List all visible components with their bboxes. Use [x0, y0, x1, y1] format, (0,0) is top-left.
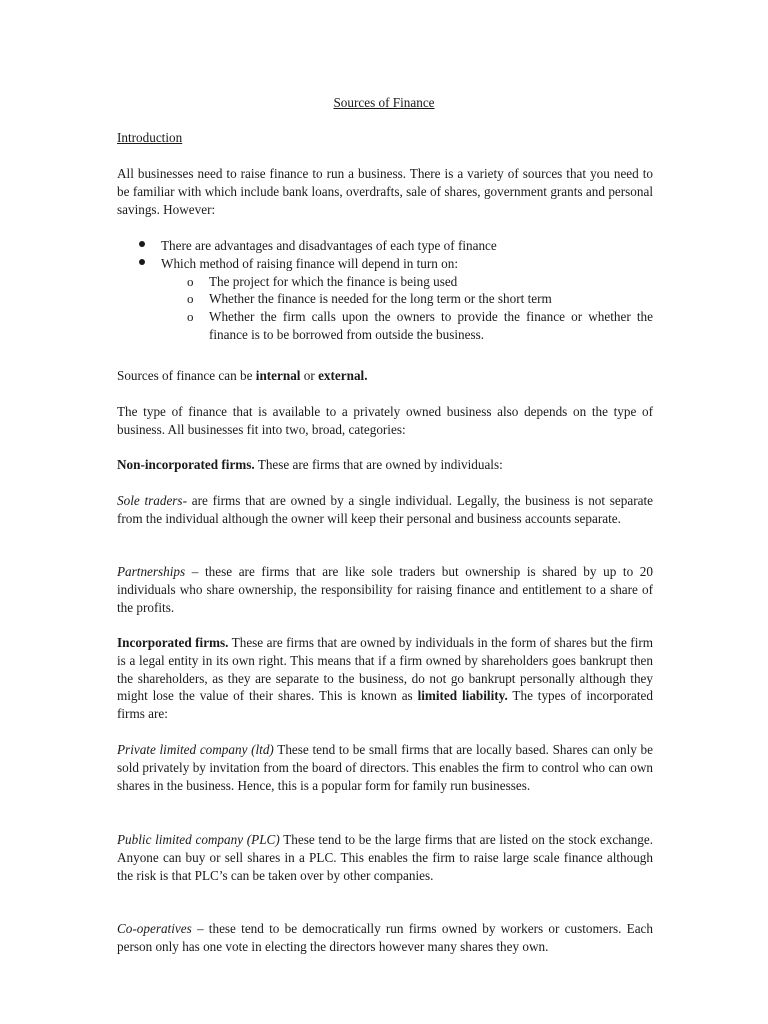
- intro-paragraph: All businesses need to raise finance to run a business. There is a variety of sources that you need to be familiar with which include bank loans, overdrafts, sale of shares, government grants and personal savings. However:: [117, 166, 653, 217]
- bullet-dot-icon: [139, 259, 145, 265]
- limited-liability-term: limited liability.: [417, 688, 508, 704]
- partnerships-text: – these are firms that are like sole traders but ownership is shared by up to 20 individuals who share ownership, the responsibility for raising finance and entitlement to a share of the profits.: [117, 564, 653, 615]
- introduction-heading: Introduction: [117, 130, 183, 145]
- bullet-list: [117, 237, 653, 344]
- business-type-paragraph: The type of finance that is available to a privately owned business also depends on the type of business. All businesses fit into two, broad, categories:: [117, 404, 653, 437]
- incorporated-paragraph: [117, 634, 653, 723]
- non-incorporated-heading: Non-incorporated firms.: [117, 457, 255, 472]
- external-term: external.: [318, 368, 368, 383]
- sources-line-text: Sources of finance can be: [117, 368, 256, 383]
- non-incorporated-line: [117, 456, 653, 474]
- private-limited-term: Private limited company (ltd): [117, 742, 274, 757]
- sources-line: [117, 367, 653, 385]
- private-limited-paragraph: [117, 741, 653, 794]
- bullet-text: There are advantages and disadvantages of each type of finance: [161, 238, 497, 253]
- sub-bullet-text: Whether the firm calls upon the owners to provide the finance or whether the finance is to be borrowed from outside the business.: [209, 309, 653, 342]
- sources-line-or: or: [300, 368, 319, 383]
- internal-term: internal: [255, 368, 301, 383]
- sub-bullet-item: [117, 290, 653, 308]
- document-title: Sources of Finance: [333, 95, 435, 110]
- public-limited-term: Public limited company (PLC): [117, 832, 280, 847]
- sub-bullet-item: [117, 308, 653, 344]
- sub-bullet-text: The project for which the finance is being used: [209, 273, 458, 289]
- bullet-dot-icon: [139, 241, 145, 247]
- partnerships-paragraph: [117, 563, 653, 616]
- sole-traders-text: - are firms that are owned by a single individual. Legally, the business is not separate from the individual although the owner will keep their personal and business accounts separate.: [117, 493, 653, 526]
- public-limited-text: These tend to be the large firms that are listed on the stock exchange. Anyone can buy or sell shares in a PLC. This enables the firm to raise large scale finance although the risk is that PLC’s can be taken over by other companies.: [117, 832, 654, 883]
- incorporated-text-end: The types of incorporated firms are:: [117, 688, 654, 722]
- bullet-item: [117, 255, 653, 273]
- non-incorporated-text: These are firms that are owned by individuals:: [254, 457, 503, 472]
- sub-bullet-text: Whether the finance is needed for the long term or the short term: [209, 291, 552, 307]
- cooperatives-text: – these tend to be democratically run firms owned by workers or customers. Each person only has one vote in electing the directors however many shares they own.: [117, 921, 653, 954]
- sole-traders-paragraph: [117, 492, 653, 528]
- bullet-text: Which method of raising finance will depend in turn on:: [161, 255, 459, 271]
- partnerships-term: Partnerships: [117, 564, 186, 579]
- cooperatives-term: Co-operatives: [117, 921, 192, 936]
- private-limited-text: These tend to be small firms that are locally based. Shares can only be sold privately by invitation from the board of directors. This enables the firm to control who can own shares in the business. Hence, this is a popular form for family run businesses.: [117, 742, 653, 793]
- sub-bullet-item: [117, 273, 653, 291]
- sub-bullet-circle-icon: o: [187, 309, 194, 325]
- bullet-item: [117, 237, 653, 255]
- sub-bullet-circle-icon: o: [187, 291, 194, 307]
- sub-bullet-circle-icon: o: [187, 273, 194, 289]
- incorporated-text: These are firms that are owned by individuals in the form of shares but the firm is a legal entity in its own right. This means that if a firm owned by shareholders goes bankrupt then the shareholders, as they are separate to the business, do not go bankrupt personally although they might lose the value of their shares. This is known as: [117, 635, 654, 704]
- public-limited-paragraph: [117, 831, 653, 884]
- sole-traders-term: Sole traders: [117, 493, 183, 508]
- cooperatives-paragraph: [117, 920, 653, 956]
- incorporated-heading: Incorporated firms.: [117, 635, 229, 650]
